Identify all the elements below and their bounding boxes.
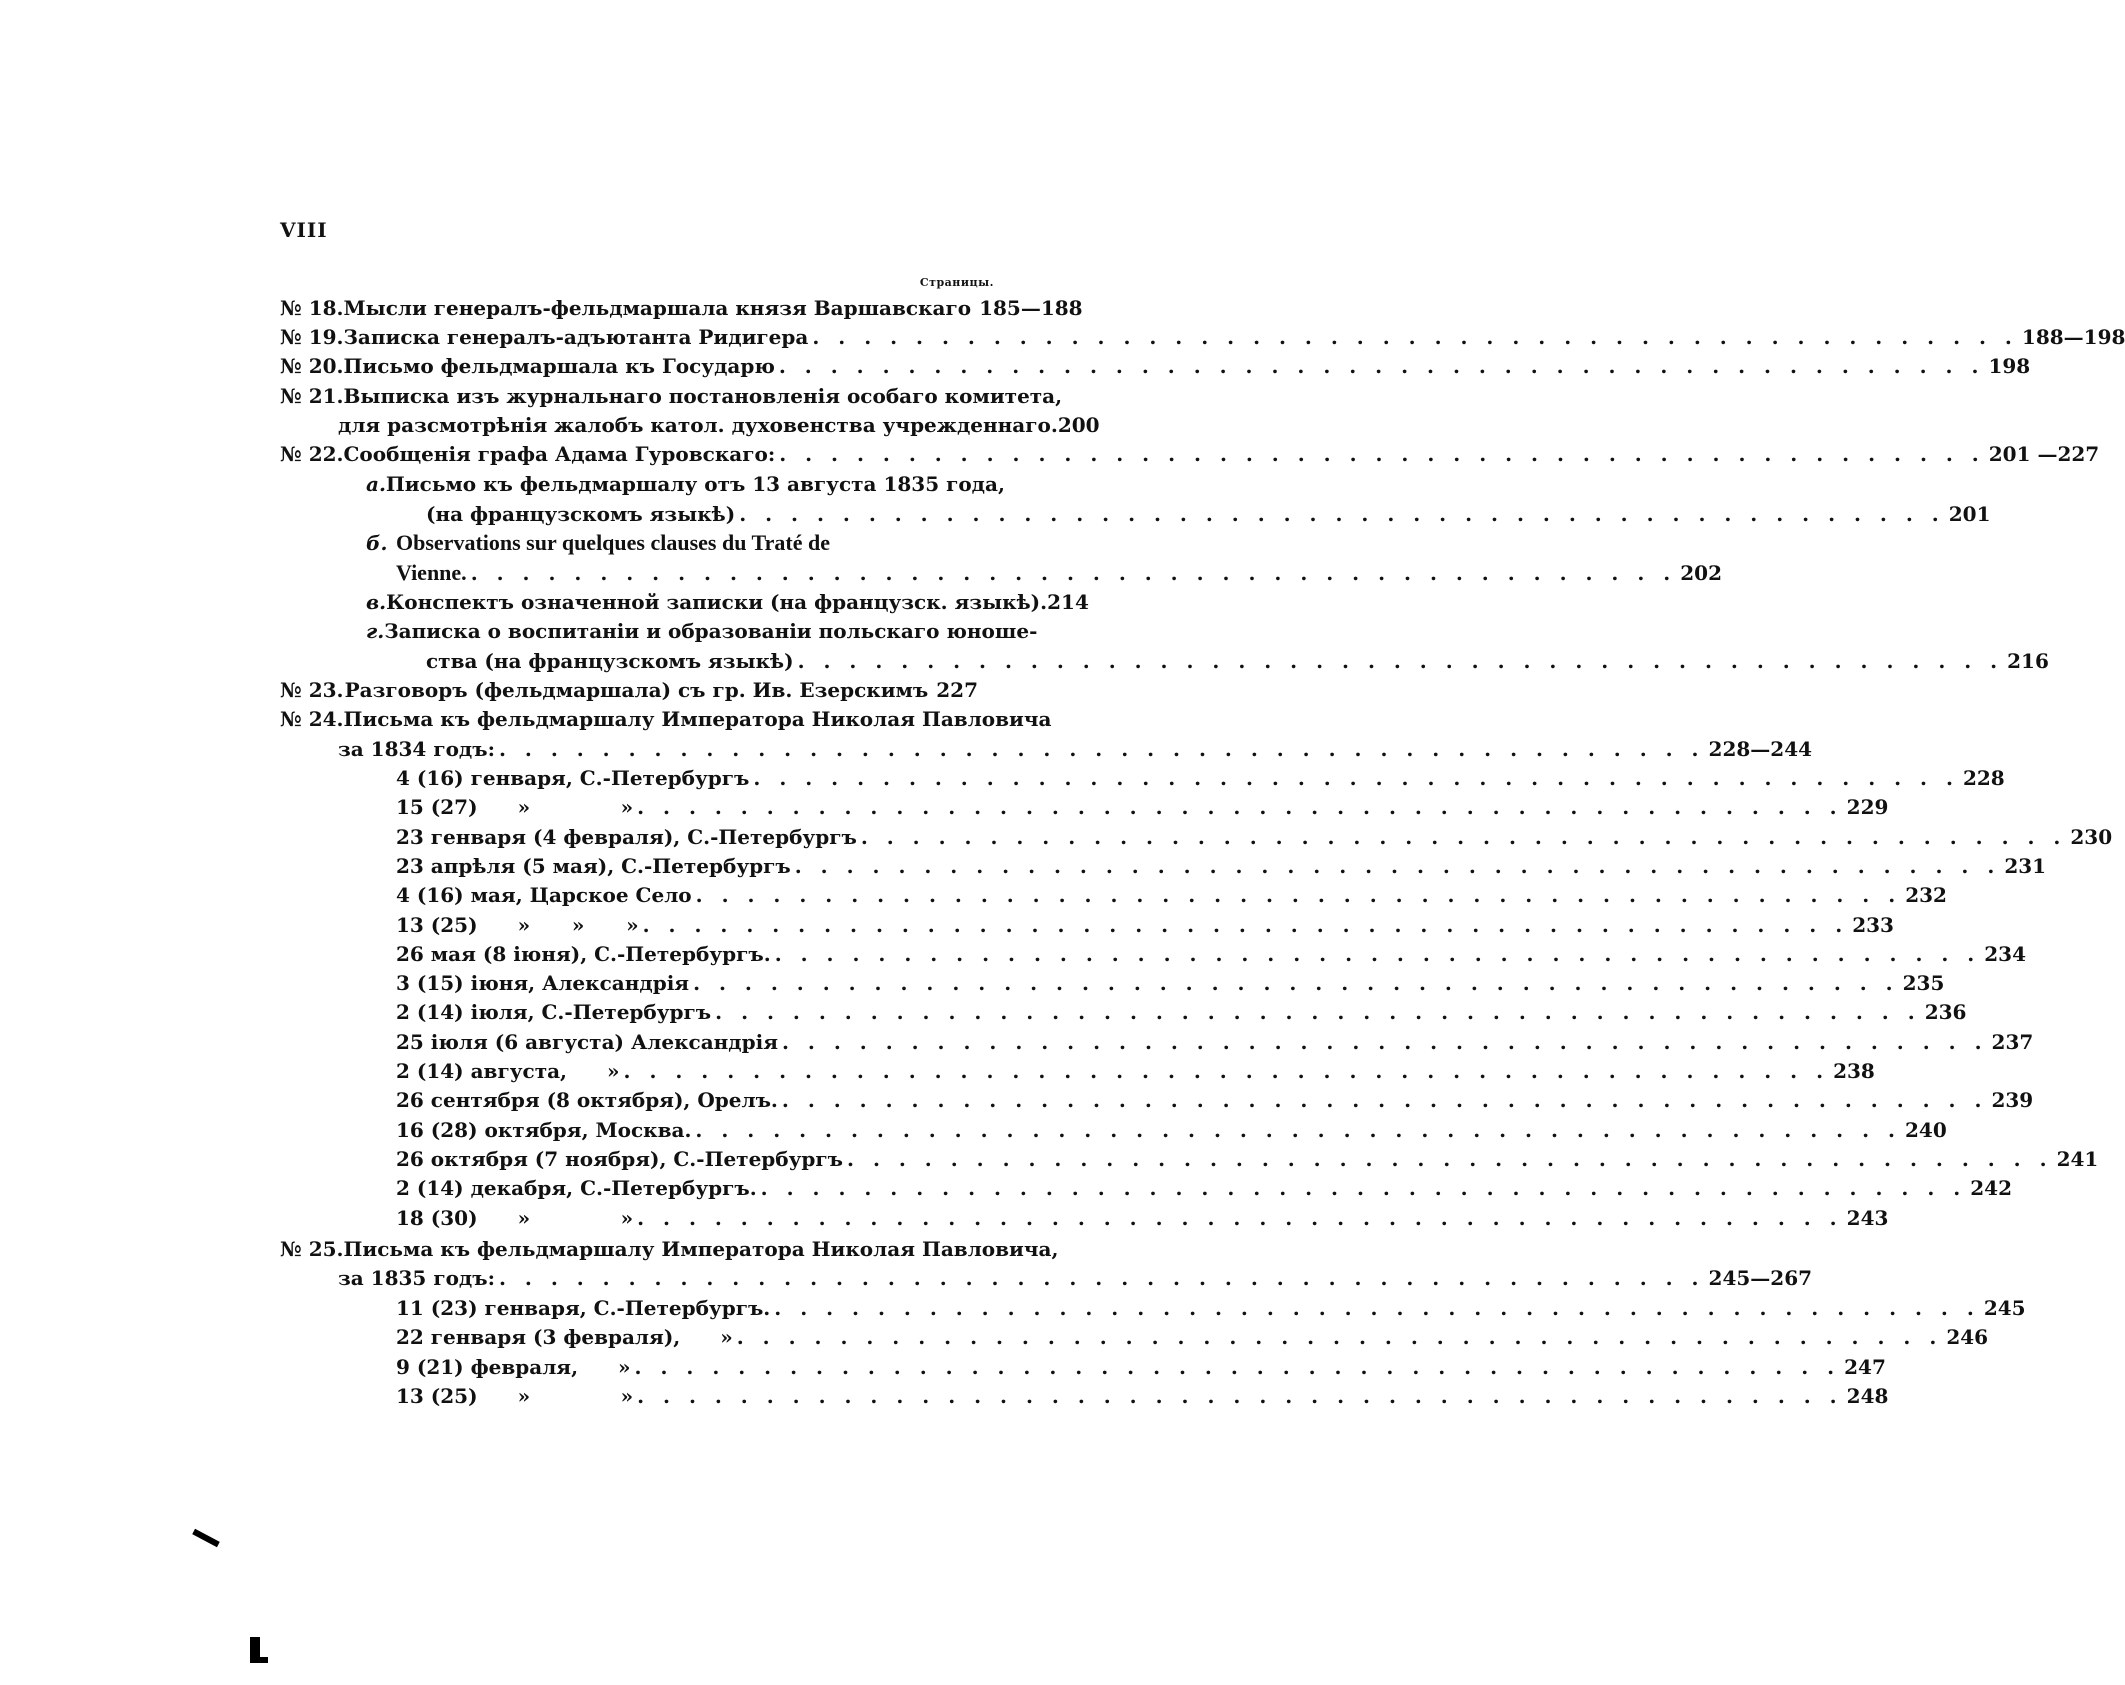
entry-title: Observations sur quelques clauses du Traté de [396, 530, 830, 555]
entry-title-cont: (на французскомъ языкѣ) [426, 502, 736, 526]
letter-date: 26 октября (7 ноября), С.-Петербургъ [396, 1146, 844, 1171]
letter-date: 16 (28) октября, Москва. [396, 1117, 692, 1142]
letter-page: 233 [1852, 912, 1894, 937]
letter-entry [396, 1204, 1889, 1232]
entry-title: Записка генералъ-адъютанта Ридигера [343, 325, 809, 349]
entry-page: 201 [1948, 502, 1991, 526]
dot-leader [499, 1264, 1705, 1292]
entry-title: Выписка изъ журнальнаго постановленія особаго комитета, [343, 384, 1063, 408]
entry-page: 227 [936, 678, 978, 702]
letter-entry [396, 1353, 1886, 1381]
entry-title: Конспектъ означенной записки (на французск. языкѣ). [386, 590, 1048, 614]
dot-leader [696, 881, 1902, 909]
letter-date: 9 (21) февраля, [396, 1354, 579, 1379]
letter-entry [396, 823, 2113, 851]
entry-page: 201 —227 [1988, 442, 2100, 466]
letter-entry [396, 911, 1894, 939]
toc-entry-22 [280, 440, 2100, 468]
dot-leader [779, 352, 1985, 380]
entry-page: 228—244 [1708, 737, 1813, 761]
toc-subentry-g [366, 617, 1038, 645]
entry-title-cont: за 1835 годъ: [338, 1266, 495, 1290]
letter-entry [396, 969, 1945, 997]
entry-title: Письма къ фельдмаршалу Императора Николая Павловича [343, 707, 1052, 731]
dot-leader [637, 1204, 1843, 1232]
ditto-mark: » » [517, 795, 634, 820]
letter-date: 23 апрѣля (5 мая), С.-Петербургъ [396, 853, 791, 878]
letter-date: 2 (14) іюля, С.-Петербургъ [396, 1000, 712, 1025]
letter-page: 240 [1904, 1117, 1947, 1142]
entry-title-cont: ства (на французскомъ языкѣ) [426, 649, 794, 673]
entry-title: Разговоръ (фельдмаршала) съ гр. Ив. Езерскимъ [344, 678, 929, 702]
entry-page: 188—198 [2021, 325, 2125, 349]
letter-date: 13 (25) [396, 1383, 478, 1408]
toc-subentry-v [366, 588, 1089, 616]
scan-mark [192, 1529, 220, 1547]
ditto-mark: » » [517, 1205, 634, 1230]
entry-title: Записка о воспитаніи и образованіи польскаго юноше- [384, 619, 1038, 643]
letter-date: 18 (30) [396, 1205, 478, 1230]
letter-entry [396, 1028, 2034, 1056]
letter-date: 23 генваря (4 февраля), С.-Петербургъ [396, 824, 857, 849]
sub-letter: в. [366, 590, 387, 614]
letter-page: 241 [2056, 1146, 2099, 1171]
letter-page: 229 [1846, 795, 1889, 820]
letter-page: 237 [1991, 1029, 2034, 1054]
dot-leader [798, 647, 2004, 675]
toc-entry-21 [280, 382, 1063, 410]
dot-leader [737, 1323, 1943, 1351]
dot-leader [739, 500, 1945, 528]
sub-letter: г. [366, 619, 385, 643]
letter-date: 25 іюля (6 августа) Александрія [396, 1029, 778, 1054]
letter-entry [396, 1382, 1889, 1410]
sub-letter: а. [366, 472, 386, 496]
column-header: Страницы. [919, 276, 994, 289]
letter-entry [396, 1145, 2099, 1173]
toc-entry-19 [280, 323, 2125, 351]
ditto-mark: » » » [517, 912, 639, 937]
letter-page: 247 [1844, 1354, 1886, 1379]
letter-entry [396, 1116, 1947, 1144]
letter-entry [396, 852, 2047, 880]
ditto-mark: » [618, 1354, 631, 1379]
letter-date: 26 сентября (8 октября), Орелъ. [396, 1088, 778, 1113]
entry-number: № 23. [280, 678, 344, 702]
dot-leader [779, 440, 1985, 468]
dot-leader [499, 735, 1705, 763]
letter-page: 238 [1833, 1059, 1875, 1083]
dot-leader [637, 793, 1843, 821]
entry-title-cont: за 1834 годъ: [338, 737, 495, 761]
letter-entry [396, 1057, 1875, 1085]
letter-page: 243 [1846, 1205, 1889, 1230]
letter-date: 4 (16) генваря, С.-Петербургъ [396, 766, 750, 790]
dot-leader [471, 559, 1677, 587]
entry-title: Мысли генералъ-фельдмаршала князя Варшавскаго [343, 296, 972, 320]
entry-page: 245—267 [1708, 1266, 1813, 1290]
dot-leader [774, 1294, 1980, 1322]
dot-leader [861, 823, 2067, 851]
letter-page: 235 [1902, 971, 1945, 996]
toc-subentry-b-cont [396, 559, 1722, 587]
toc-subentry-b [366, 529, 978, 557]
entry-number: № 20. [280, 354, 344, 378]
entry-title: Письмо фельдмаршала къ Государю [343, 354, 775, 378]
letter-date: 13 (25) [396, 912, 478, 937]
dot-leader [761, 1174, 1967, 1202]
letter-date: 3 (15) іюня, Александрія [396, 971, 690, 996]
letter-entry [396, 940, 2027, 968]
letter-entry [396, 1174, 2012, 1202]
letter-page: 248 [1846, 1383, 1889, 1408]
letter-date: 2 (14) августа, [396, 1059, 568, 1083]
dot-leader [795, 852, 2001, 880]
letter-page: 239 [1991, 1088, 2034, 1113]
entry-number: № 19. [280, 325, 344, 349]
letter-date: 26 мая (8 іюня), С.-Петербургъ. [396, 941, 771, 966]
entry-number: № 25. [280, 1237, 344, 1261]
toc-subentry-a [366, 470, 1005, 498]
scan-mark [250, 1637, 260, 1663]
sub-letter: б. [366, 531, 388, 555]
ditto-mark: » [720, 1325, 733, 1350]
letter-page: 234 [1984, 941, 2027, 966]
toc-entry-23 [280, 676, 978, 704]
letter-entry [396, 998, 1967, 1026]
entry-page: 202 [1680, 561, 1722, 585]
dot-leader [695, 1116, 1901, 1144]
letter-entry [396, 1294, 2026, 1322]
dot-leader [812, 323, 2018, 351]
letter-entry [396, 1323, 1989, 1351]
letter-page: 242 [1970, 1176, 2012, 1201]
entry-title: Письмо къ фельдмаршалу отъ 13 августа 1835 года, [385, 472, 1005, 496]
toc-subentry-a-cont [426, 500, 1991, 528]
letter-page: 246 [1946, 1325, 1989, 1350]
dot-leader [782, 1086, 1988, 1114]
letter-date: 2 (14) декабря, С.-Петербургъ. [396, 1176, 757, 1201]
dot-leader [643, 911, 1849, 939]
toc-entry-20 [280, 352, 2031, 380]
entry-page: 216 [2007, 649, 2049, 673]
letter-page: 228 [1962, 766, 2005, 790]
entry-number: № 22. [280, 442, 344, 466]
letter-entry [396, 881, 1947, 909]
toc-entry-18 [280, 294, 1083, 322]
page-number: VIII [280, 218, 328, 242]
dot-leader [635, 1353, 1841, 1381]
entry-page: 185—188 [979, 296, 1083, 320]
dot-leader [637, 1382, 1843, 1410]
toc-subentry-g-cont [426, 647, 2049, 675]
letter-page: 236 [1924, 1000, 1967, 1025]
entry-page: 200 [1057, 413, 1100, 437]
entry-page: 198 [1988, 354, 2031, 378]
entry-number: № 18. [280, 296, 344, 320]
letter-date: 11 (23) генваря, С.-Петербургъ. [396, 1296, 771, 1320]
dot-leader [775, 940, 1981, 968]
ditto-mark: » [607, 1059, 620, 1083]
toc-entry-25 [280, 1235, 1059, 1263]
dot-leader [847, 1145, 2053, 1173]
letter-date: 15 (27) [396, 795, 478, 820]
letter-entry [396, 1086, 2034, 1114]
letter-date: 4 (16) мая, Царское Село [396, 883, 692, 908]
dot-leader [782, 1028, 1988, 1056]
toc-entry-25-cont [338, 1264, 1813, 1292]
letter-page: 230 [2070, 824, 2113, 849]
entry-title: Сообщенія графа Адама Гуровскаго: [343, 442, 776, 466]
entry-number: № 21. [280, 384, 344, 408]
letter-entry [396, 793, 1889, 821]
letter-page: 231 [2004, 853, 2047, 878]
entry-page: 214 [1047, 590, 1089, 614]
letter-page: 232 [1905, 883, 1947, 908]
toc-entry-24-cont [338, 735, 1813, 763]
dot-leader [693, 969, 1899, 997]
ditto-mark: » » [517, 1383, 634, 1408]
dot-leader [624, 1057, 1830, 1085]
toc-entry-21-cont [338, 411, 1100, 439]
toc-entry-24 [280, 705, 1052, 733]
letter-date: 22 генваря (3 февраля), [396, 1325, 681, 1350]
letter-page: 245 [1983, 1296, 2026, 1320]
entry-title-cont: для разсмотрѣнія жалобъ катол. духовенства учрежденнаго. [338, 413, 1058, 437]
entry-title: Письма къ фельдмаршалу Императора Николая Павловича, [343, 1237, 1059, 1261]
entry-title-cont: Vienne. [396, 560, 467, 585]
dot-leader [753, 764, 1959, 792]
entry-number: № 24. [280, 707, 344, 731]
letter-entry [396, 764, 2005, 792]
dot-leader [715, 998, 1921, 1026]
